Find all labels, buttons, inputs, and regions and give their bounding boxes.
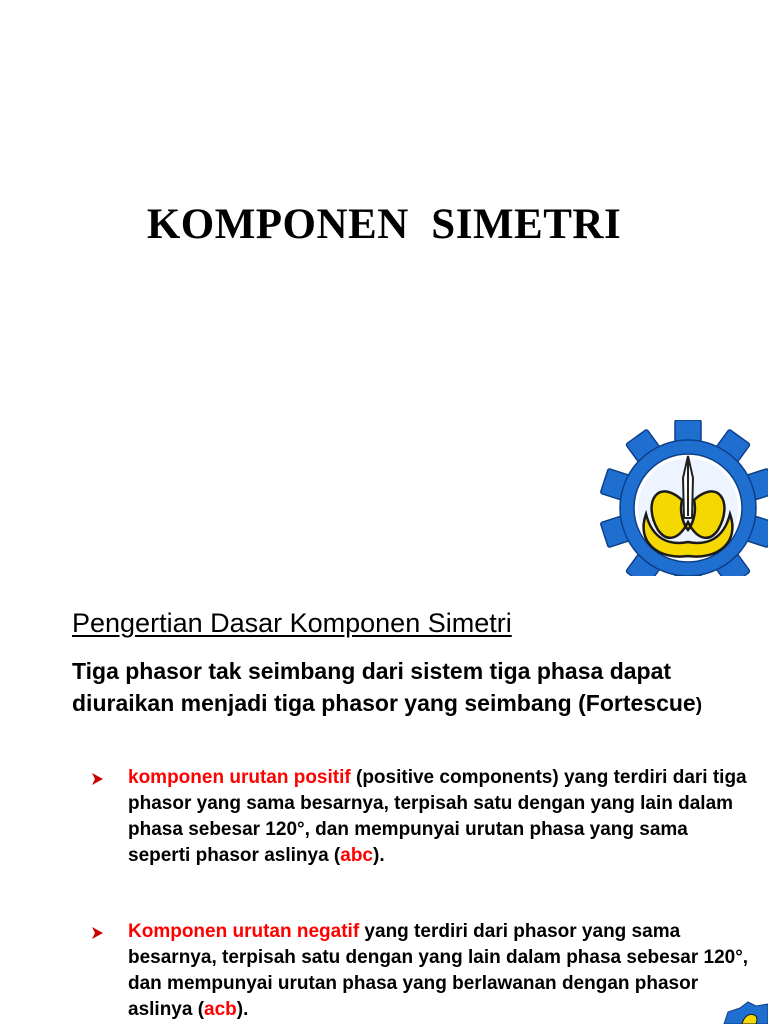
bullet-positive-sequence <box>90 765 750 869</box>
bullet-negative-sequence <box>90 919 750 1023</box>
bullet-description: yang terdiri dari phasor yang sama besarnya, terpisah satu dengan yang lain dalam phasa sebesar 120°, dan mempunyai urutan phasa yang berlawanan dengan phasor aslinya ( <box>128 921 749 1020</box>
university-logo-icon <box>592 420 768 576</box>
phase-order-code: acb <box>204 999 237 1020</box>
intro-close: ) <box>695 695 703 716</box>
bullet-closing: ). <box>236 999 249 1020</box>
arrow-bullet-icon <box>90 926 104 940</box>
section-heading: Pengertian Dasar Komponen Simetri <box>72 608 512 638</box>
logo-fragment-icon <box>718 1000 768 1024</box>
bullet-term: komponen urutan positif <box>128 767 351 788</box>
arrow-bullet-icon <box>90 772 104 786</box>
bullet-text <box>128 919 750 1023</box>
bullet-description: (positive components) yang terdiri dari tiga phasor yang sama besarnya, terpisah satu dengan yang lain dalam phasa sebesar 120°, dan mempunyai urutan phasa yang sama seperti phasor aslinya ( <box>128 767 747 866</box>
intro-text: Tiga phasor tak seimbang dari sistem tiga phasa dapat diuraikan menjadi tiga phasor yang seimbang (Fortescue <box>72 658 696 716</box>
intro-paragraph <box>72 655 742 722</box>
bullet-text <box>128 765 750 869</box>
phase-order-code: abc <box>340 845 373 866</box>
bullet-term: Komponen urutan negatif <box>128 921 360 942</box>
bullet-closing: ). <box>373 845 385 866</box>
slide-title: KOMPONEN SIMETRI <box>146 201 622 248</box>
